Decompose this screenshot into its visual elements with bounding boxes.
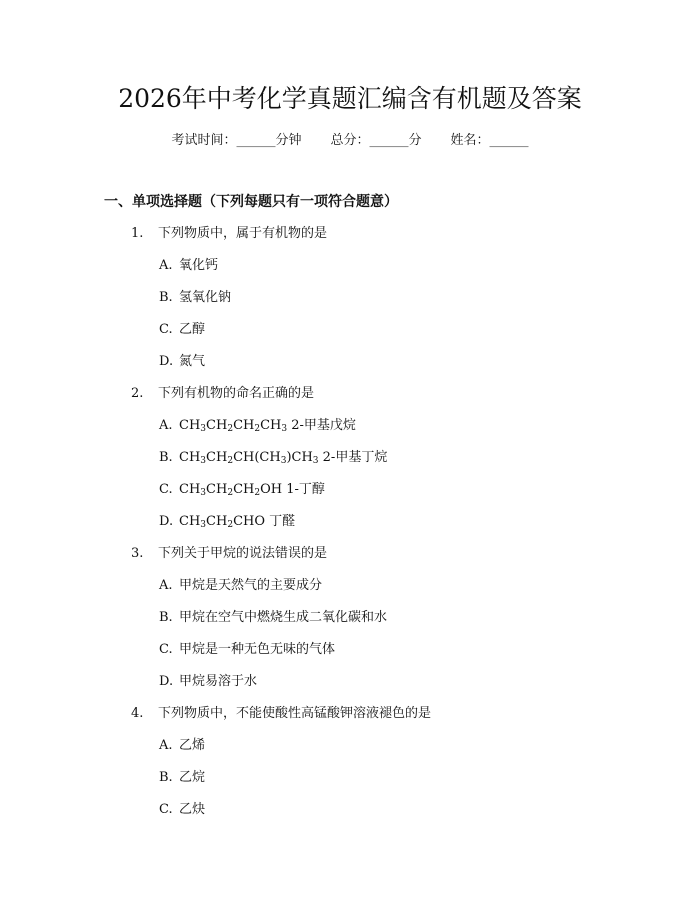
meta-gap xyxy=(422,133,451,148)
time-blank: ______ xyxy=(236,133,276,148)
option-letter: D. xyxy=(159,354,174,369)
option-text: 甲烷易溶于水 xyxy=(179,674,258,689)
option-3b xyxy=(159,608,387,628)
option-2b xyxy=(159,448,387,468)
time-label: 考试时间： xyxy=(171,133,237,148)
option-letter: B. xyxy=(159,450,173,465)
option-text: 乙烷 xyxy=(179,770,206,785)
question-2 xyxy=(131,384,314,404)
option-text: 乙醇 xyxy=(179,322,206,337)
option-2a xyxy=(159,416,356,436)
option-text: $CH_3CH_2CH(CH_3)CH_3$ 2-甲基丁烷 xyxy=(179,450,388,466)
question-text: 下列关于甲烷的说法错误的是 xyxy=(158,546,328,561)
page-title: 2026年中考化学真题汇编含有机题及答案 xyxy=(118,84,582,113)
option-letter: C. xyxy=(159,322,173,337)
question-text: 下列物质中，属于有机物的是 xyxy=(158,226,328,241)
option-text: $CH_3CH_2CH_2OH$ 1-丁醇 xyxy=(179,482,325,498)
option-text: 氧化钙 xyxy=(179,258,219,273)
score-unit: 分 xyxy=(408,133,422,148)
question-text: 下列有机物的命名正确的是 xyxy=(158,386,315,401)
option-letter: C. xyxy=(159,642,173,657)
option-text: 氢氧化钠 xyxy=(179,290,232,305)
option-letter: D. xyxy=(159,514,174,529)
option-text: 氮气 xyxy=(179,354,206,369)
question-number: 4. xyxy=(131,706,144,721)
option-3a xyxy=(159,576,322,596)
name-blank: ______ xyxy=(489,133,529,148)
option-4c xyxy=(159,800,205,820)
option-text: 甲烷在空气中燃烧生成二氧化碳和水 xyxy=(179,610,388,625)
question-1 xyxy=(131,224,327,244)
option-2c xyxy=(159,480,325,500)
score-label: 总分： xyxy=(330,133,370,148)
option-text: $CH_3CH_2CHO$ 丁醛 xyxy=(179,514,296,530)
option-4a xyxy=(159,736,205,756)
option-1a xyxy=(159,256,218,276)
option-1c xyxy=(159,320,205,340)
option-text: 甲烷是一种无色无味的气体 xyxy=(179,642,336,657)
option-letter: B. xyxy=(159,770,173,785)
option-2d xyxy=(159,512,295,532)
option-4b xyxy=(159,768,205,788)
question-number: 1. xyxy=(131,226,144,241)
option-text: 乙炔 xyxy=(179,802,206,817)
option-letter: C. xyxy=(159,482,173,497)
question-3 xyxy=(131,544,327,564)
option-text: $CH_3CH_2CH_2CH_3$ 2-甲基戊烷 xyxy=(179,418,356,434)
option-letter: A. xyxy=(159,418,173,433)
time-unit: 分钟 xyxy=(275,133,302,148)
section-heading: 一、单项选择题（下列每题只有一项符合题意） xyxy=(104,194,398,210)
exam-meta xyxy=(0,131,700,151)
option-letter: A. xyxy=(159,258,173,273)
option-1b xyxy=(159,288,231,308)
option-letter: A. xyxy=(159,578,173,593)
name-label: 姓名： xyxy=(450,133,490,148)
option-text: 乙烯 xyxy=(179,738,206,753)
option-letter: A. xyxy=(159,738,173,753)
option-3d xyxy=(159,672,257,692)
meta-gap xyxy=(302,133,331,148)
question-text: 下列物质中，不能使酸性高锰酸钾溶液褪色的是 xyxy=(158,706,432,721)
question-number: 2. xyxy=(131,386,144,401)
question-4 xyxy=(131,704,431,724)
option-letter: D. xyxy=(159,674,174,689)
option-text: 甲烷是天然气的主要成分 xyxy=(179,578,323,593)
question-number: 3. xyxy=(131,546,144,561)
option-letter: B. xyxy=(159,290,173,305)
option-letter: B. xyxy=(159,610,173,625)
option-1d xyxy=(159,352,205,372)
score-blank: ______ xyxy=(369,133,409,148)
option-3c xyxy=(159,640,335,660)
option-letter: C. xyxy=(159,802,173,817)
